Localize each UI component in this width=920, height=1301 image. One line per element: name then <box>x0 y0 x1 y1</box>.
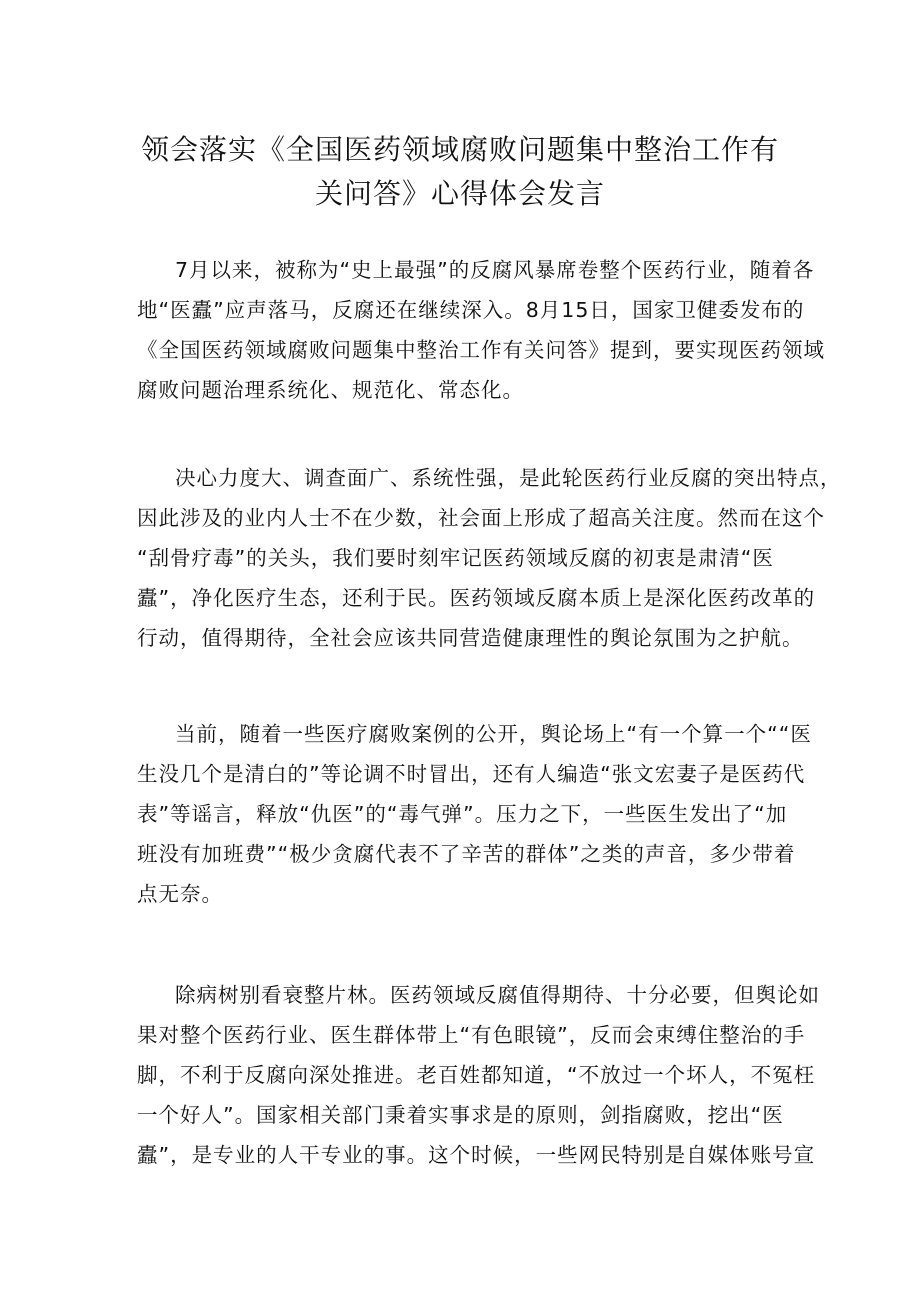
title-line: 关问答》心得体会发言 <box>314 177 605 210</box>
paragraph-line: 因此涉及的业内人士不在少数，社会面上形成了超高关注度。然而在这个 <box>137 506 825 530</box>
paragraph-line: 一个好人”。国家相关部门秉着实事求是的原则，剑指腐败，挖出“医 <box>137 1103 784 1127</box>
paragraph-line: 表”等谣言，释放“仇医”的“毒气弹”。压力之下，一些医生发出了“加 <box>137 802 788 826</box>
paragraph-line: 生没几个是清白的”等论调不时冒出，还有人编造“张文宏妻子是医药代 <box>137 762 806 786</box>
paragraph-line: 腐败问题治理系统化、规范化、常态化。 <box>137 378 524 402</box>
paragraph-2 <box>137 458 842 658</box>
paragraph-line: 蠹”，净化医疗生态，还利于民。医药领域反腐本质上是深化医药改革的 <box>137 586 816 610</box>
paragraph-line: 当前，随着一些医疗腐败案例的公开，舆论场上“有一个算一个““医 <box>175 722 812 746</box>
paragraph-line: 决心力度大、调查面广、系统性强，是此轮医药行业反腐的突出特点， <box>175 466 842 490</box>
paragraph-line: 蠹”，是专业的人干专业的事。这个时候，一些网民特别是自媒体账号宣 <box>137 1143 816 1167</box>
paragraph-line: 7月以来，被称为“史上最强”的反腐风暴席卷整个医药行业，随着各 <box>175 258 815 282</box>
paragraph-4 <box>137 975 820 1175</box>
paragraph-line: 点无奈。 <box>137 882 223 906</box>
document-title <box>110 128 810 216</box>
paragraph-1 <box>137 250 825 410</box>
paragraph-line: 果对整个医药行业、医生群体带上“有色眼镜”，反而会束缚住整治的手 <box>137 1023 806 1047</box>
paragraph-line: 行动，值得期待，全社会应该共同营造健康理性的舆论氛围为之护航。 <box>137 626 804 650</box>
paragraph-line: 地“医蠹”应声落马，反腐还在继续深入。8月15日，国家卫健委发布的 <box>137 298 805 322</box>
paragraph-line: 除病树别看衰整片林。医药领域反腐值得期待、十分必要，但舆论如 <box>175 983 820 1007</box>
paragraph-line: 脚，不利于反腐向深处推进。老百姓都知道，“不放过一个坏人，不冤枉 <box>137 1063 816 1087</box>
title-line: 领会落实《全国医药领域腐败问题集中整治工作有 <box>140 133 779 166</box>
paragraph-line: 班没有加班费”“极少贪腐代表不了辛苦的群体”之类的声音，多少带着 <box>137 842 796 866</box>
paragraph-line: 《全国医药领域腐败问题集中整治工作有关问答》提到，要实现医药领域 <box>137 338 825 362</box>
paragraph-line: “刮骨疗毒”的关头，我们要时刻牢记医药领域反腐的初衷是肃清“医 <box>137 546 774 570</box>
paragraph-3 <box>137 714 812 914</box>
